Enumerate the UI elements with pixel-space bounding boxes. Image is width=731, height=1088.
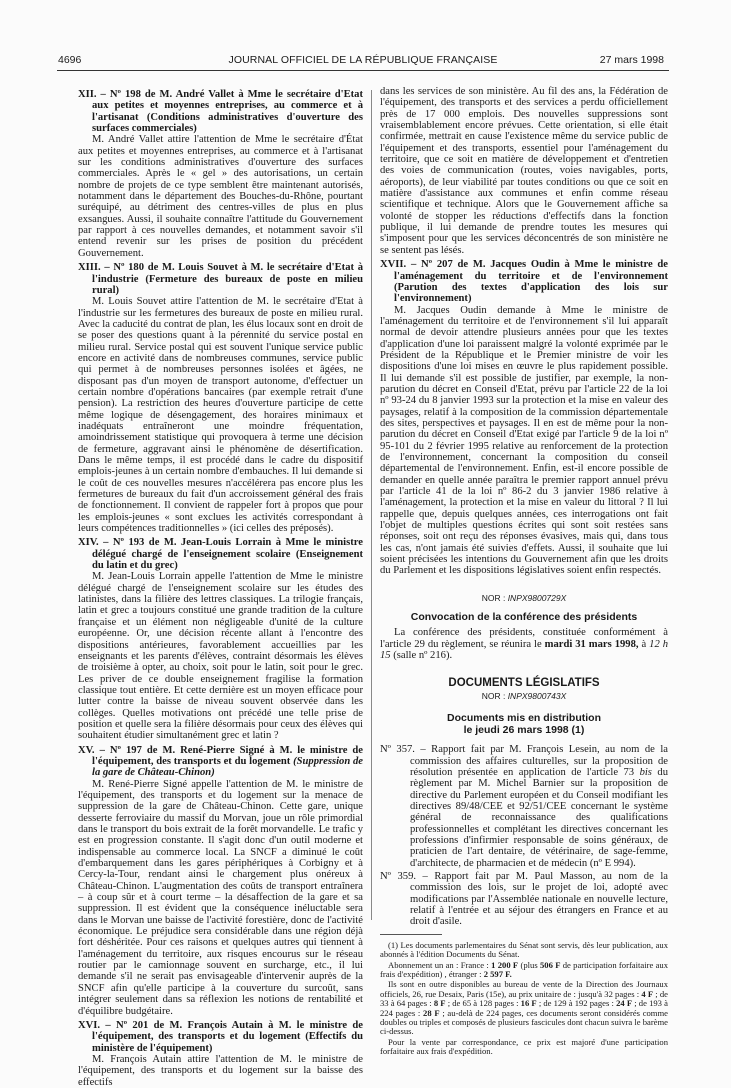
- fn-text: Abonnement un an : France :: [388, 959, 492, 970]
- conference-title: Convocation de la conférence des présidents: [410, 611, 638, 624]
- question-body-xii: M. André Vallet attire l'attention de Mme le secrétaire d'État aux petites et moyennes entreprises, au commerce et à l'artisanat sur les conditions administratives d'ouverture des surfaces commerciales. Après le « gel » des autorisations, un certain nombre de projets de ce type semblent être maintenant autorisés, notamment dans le département des Bouches-du-Rhône, pourtant suréquipé, au détriment des centres-villes de plus en plus exsangues. Aussi, il souhaite connaître l'attitude du Gouvernement par rapport à ces nouvelles demandes, et notamment savoir s'il entend revenir sur les prises de position du précédent Gouvernement.: [78, 134, 363, 259]
- fn-text: (plus: [518, 959, 540, 970]
- document-text-italic: bis: [639, 766, 652, 778]
- page-header: [57, 50, 669, 71]
- footnote-rule: [380, 934, 442, 935]
- fn-price: 4 F: [641, 988, 654, 999]
- fn-price: 2 597 F.: [483, 968, 512, 979]
- question-heading-xv-main: XV. – Nº 197 de M. René-Pierre Signé à M. le ministre de l'équipement, des transports et du logement: [78, 744, 363, 767]
- footnote-p1: (1) Les documents parlementaires du Sénat sont servis, dès leur publication, aux abonnés à l'édition Documents du Sénat.: [380, 939, 668, 960]
- nor-reference-documents: [380, 691, 668, 702]
- footnote: [380, 941, 668, 1057]
- conference-text-a: La conférence des présidents, constituée conformément à l'article 29 du règlement, se réunira le: [380, 627, 668, 650]
- question-body-xvi: M. François Autain attire l'attention de M. le ministre de l'équipement, des transports et du logement sur la baisse des effectifs: [78, 1053, 363, 1088]
- nor-reference-conference: [380, 593, 668, 604]
- documents-subtitle: [380, 712, 668, 736]
- question-heading-xiv: XIV. – Nº 193 de M. Jean-Louis Lorrain à Mme le ministre délégué chargé de l'enseignement scolaire (Enseignement du latin et du grec): [78, 537, 363, 572]
- fn-text: ; de 65 à 128 pages :: [445, 998, 521, 1009]
- question-heading-xvi: XVI. – Nº 201 de M. François Autain à M. le ministre de l'équipement, des transports et du logement (Effectifs du ministère de l'équipement): [78, 1019, 363, 1054]
- fn-text: ; de 129 à 192 pages :: [536, 998, 617, 1009]
- conference-text: [380, 627, 668, 661]
- document-item-357: [380, 744, 668, 869]
- fn-text: ; au-delà de 224 pages, ces documents seront considérés comme doubles ou triples et composés de plusieurs fascicules dont chacun suivra le barème ci-dessus.: [380, 1007, 668, 1037]
- question-body-xvii: M. Jacques Oudin demande à Mme le ministre de l'aménagement du territoire et de l'environnement s'il lui apparaît normal de devoir attendre plusieurs années pour que les textes d'application d'une loi paraissent malgré la volonté exprimée par le Président de la République et le Premier ministre de voir les dispositions d'une loi mises en œuvre le plus rapidement possible. Il lui demande s'il est possible de justifier, par exemple, la non-parution du décret en Conseil d'Etat, prévu par l'article 22 de la loi nº 93-24 du 8 janvier 1993 sur la protection et la mise en valeur des paysages, relatif à la composition de la commission départementale des sites, perspectives et paysages. Il en est de même pour la non-parution du décret en Conseil d'Etat exigé par l'article 9 de la loi nº 95-101 du 2 février 1995 relative au renforcement de la protection de l'environnement, concernant la composition du conseil départemental de l'environnement. Enfin, est-il encore possible de demander en quelle année paraîtra le premier rapport annuel prévu par l'article 41 de la loi nº 86-2 du 3 janvier 1986 relative à l'aménagement, la protection et la mise en valeur du littoral ? Il lui rappelle que, depuis quelques années, ces interrogations ont fait l'objet de multiples questions écrites qui sont soit restées sans réponses, soit ont reçu des réponses évasives, mais qui, dans tous les cas, n'ont jamais été suivies d'effets. Aussi, il souhaite que lui soient précisées les intentions du Gouvernement afin que les droits du Parlement et les dispositions législatives soient enfin respectés.: [380, 304, 668, 577]
- document-text: Rapport fait par M. Paul Masson, au nom de la commission des lois, sur le projet de loi, adopté avec modifications par l'Assemblée nationale en nouvelle lecture, relatif à l'entrée et au séjour des étrangers en France et au droit d'asile.: [410, 870, 668, 928]
- left-column: [78, 86, 363, 1088]
- question-heading-xv: [78, 745, 363, 779]
- fn-text: de participation forfaitaire aux frais d'expédition) , étranger :: [380, 959, 668, 979]
- fn-price: 1 200 F: [491, 959, 519, 970]
- question-heading-xii: XII. – Nº 198 de M. André Vallet à Mme le secrétaire d'Etat aux petites et moyennes entreprises, au commerce et à l'artisanat (Conditions administratives d'ouverture des surfaces commerciales): [78, 89, 363, 135]
- journal-title: JOURNAL OFFICIEL DE LA RÉPUBLIQUE FRANÇAISE: [228, 54, 498, 66]
- question-body-xv: M. René-Pierre Signé appelle l'attention de M. le ministre de l'équipement, des transports et du logement sur la menace de suppression de la gare de Château-Chinon. Cette gare, unique desserte ferroviaire du massif du Morvan, joue un rôle primordial dans le transport du bois extrait de la forêt morvandelle. Le trafic y est en progression constante. Il s'agit donc d'un outil moderne et indispensable au commerce local. La SNCF a diminué le coût d'embarquement dans les gares périphériques à Corbigny et à Cercy-la-Tour, rendant ainsi le chargement plus onéreux à Château-Chinon. L'augmentation des coûts de transport entraînera – à coup sûr et à court terme – la désaffection de la gare et sa suppression. Il est évident que la conséquence inéluctable sera dans le Morvan une baisse de l'activité forestière, donc de l'activité économique. Le préjudice sera considérable dans une région déjà fort déshéritée. Pour ces raisons et quelques autres qui tiennent à l'aménagement du territoire, aux risques encourus sur le réseau routier par le camionnage souvent en surcharge, etc., il lui demande s'il ne serait pas envisageable d'intervenir auprès de la SNCF afin qu'elle participe à la couverture du surcoût, sans intégrer seulement dans sa réflexion les notions de rentabilité et d'équilibre budgétaire.: [78, 778, 363, 1017]
- conference-text-b: à: [638, 638, 650, 650]
- nor-label: NOR :: [481, 592, 508, 603]
- question-body-xvi-continued: dans les services de son ministère. Au fil des ans, la Fédération de l'équipement, des transports et des services a perdu officiellement près de 17 000 emplois. Des nouvelles suppressions sont vraisemblablement encore prévues. Cette orientation, si elle était confirmée, mettrait en cause l'existence même du service public de l'équipement et des transports, essentiel pour l'aménagement du territoire, que ce soit en matière de développement et d'entretien des voies de communication (routes, voies navigables, ports, aéroports), de leur viabilité par toutes conditions ou que ce soit en matière d'assistance aux communes et enfin comme réseau scientifique et technique. Alors que le Gouvernement affiche sa volonté de stopper les réductions d'effectifs dans la fonction publique, il lui demande de prendre toutes les mesures qui s'imposent pour que les services déconcentrés de son ministère ne se sentent pas lésés.: [380, 86, 668, 256]
- conference-date: mardi 31 mars 1998,: [544, 638, 639, 650]
- question-heading-xv-subject: (Suppression de la gare de Château-Chinon): [92, 755, 363, 779]
- documents-subtitle-line2: le jeudi 26 mars 1998 (1): [463, 724, 585, 737]
- conference-time: 12 h 15: [380, 638, 668, 662]
- footnote-p4: Pour la vente par correspondance, ce prix est majoré d'une participation forfaitaire aux frais d'expédition.: [380, 1036, 668, 1057]
- fn-price: 28 F: [423, 1007, 440, 1018]
- nor-code: INPX9800743X: [507, 690, 567, 701]
- footnote-p2: [380, 961, 668, 980]
- conference-text-c: (salle nº 216).: [390, 650, 453, 662]
- fn-price: 506 F: [540, 959, 561, 970]
- documents-legislatifs-title: DOCUMENTS LÉGISLATIFS: [448, 676, 600, 689]
- documents-subtitle-line1: Documents mis en distribution: [446, 712, 601, 725]
- fn-text: Ils sont en outre disponibles au bureau de vente de la Direction des Journaux officiels, 26, rue Desaix, Paris (15e), au prix unitaire de : jusqu'à 32 pages :: [380, 979, 668, 999]
- question-heading-xiii: XIII. – Nº 180 de M. Louis Souvet à M. le secrétaire d'Etat à l'industrie (Fermeture des bureaux de poste en milieu rural): [78, 262, 363, 296]
- right-column: [380, 86, 668, 1058]
- nor-label: NOR :: [481, 690, 508, 701]
- document-number: Nº 357. –: [380, 744, 432, 756]
- fn-text: ; de 33 à 64 pages :: [380, 988, 668, 1009]
- question-heading-xvii: XVII. – Nº 207 de M. Jacques Oudin à Mme le ministre de l'aménagement du territoire et de l'environnement (Parution des textes d'application des lois sur l'environnement): [380, 259, 668, 305]
- issue-date: 27 mars 1998: [599, 54, 664, 66]
- question-body-xiii: M. Louis Souvet attire l'attention de M. le secrétaire d'Etat à l'industrie sur les fermetures des bureaux de poste en milieu rural. Avec la caducité du contrat de plan, les élus locaux sont en droit de se poser des questions quant à la pérennité du service postal en milieu rural. Service postal qui est souvent l'unique service public encore en activité dans de nombreuses communes, service public qui permet à de nombreuses personnes isolées et âgées, ne disposant pas d'un moyen de transport autonome, d'effectuer un certain nombre d'opérations bancaires (par exemple retrait d'une pension). La restriction des heures d'ouverture participe de cette même logique de désengagement, des horaires minimaux et inadéquats entraîneront une moindre fréquentation, amoindrissement statistique qui provoquera à terme une décision de fermeture, aggravant ainsi le phénomène de désertification. Dans le même temps, il est procédé dans le cadre du dispositif emplois-jeunes à un certain nombre d'embauches. Il lui demande si le coût de ces nouvelles mesures n'accélérera pas encore plus les fermetures de bureaux du fait d'un accroissement général des frais de fonctionnement. Il convient de rappeler fort à propos que pour les emplois-jeunes « sont exclues les activités correspondant à leurs compétences traditionnelles » (ici celles des préposés).: [78, 296, 363, 535]
- document-text-cont: du règlement par M. Michel Barnier sur la proposition de directive du Parlement européen et du Conseil modifiant les directives 89/48/CEE et 92/51/CEE concernant le système général de reconnaissance des qualifications professionnelles et complétant les directives concernant les professions d'infirmier responsable de soins généraux, de praticien de l'art dentaire, de vétérinaire, de sage-femme, d'architecte, de pharmacien et de médecin (nº E 994).: [410, 766, 668, 869]
- fn-price: 24 F: [616, 998, 633, 1009]
- fn-text: ; de 193 à 224 pages :: [380, 998, 668, 1018]
- document-text: Rapport fait par M. François Lesein, au nom de la commission des affaires culturelles, sur la proposition de résolution présentée en application de l'article 73: [410, 744, 668, 778]
- column-divider: [371, 90, 372, 920]
- fn-price: 8 F: [433, 998, 446, 1009]
- document-number: Nº 359. –: [380, 870, 435, 882]
- fn-price: 16 F: [520, 998, 537, 1009]
- nor-code: INPX9800729X: [507, 592, 567, 603]
- footnote-p3: [380, 980, 668, 1036]
- page-number: 4696: [58, 54, 82, 66]
- question-body-xiv: M. Jean-Louis Lorrain appelle l'attention de Mme le ministre délégué chargé de l'enseignement scolaire sur les études des latinistes, dans la filière des lettres classiques. La trilogie français, latin et grec a toujours constitué une grande tradition de la culture française et un élément non négligeable d'unité de la culture européenne. Or, une décision récente allant à l'encontre des dispositions antérieures, favorablement accueillies par les enseignants et les parents d'élèves, contraint désormais les élèves de troisième à opter, au choix, soit pour le latin, soit pour le grec. Les priver de ce double enseignement fragilise la formation classique tout entière. Et cette dernière est un moyen efficace pour lutter contre la baisse de niveau souvent observée dans les collèges. Quelles motivations ont précédé une telle prise de position et quelle sera la filière désormais pour ceux des élèves qui souhaitent étudier simultanément grec et latin ?: [78, 571, 363, 742]
- document-item-359: [380, 871, 668, 928]
